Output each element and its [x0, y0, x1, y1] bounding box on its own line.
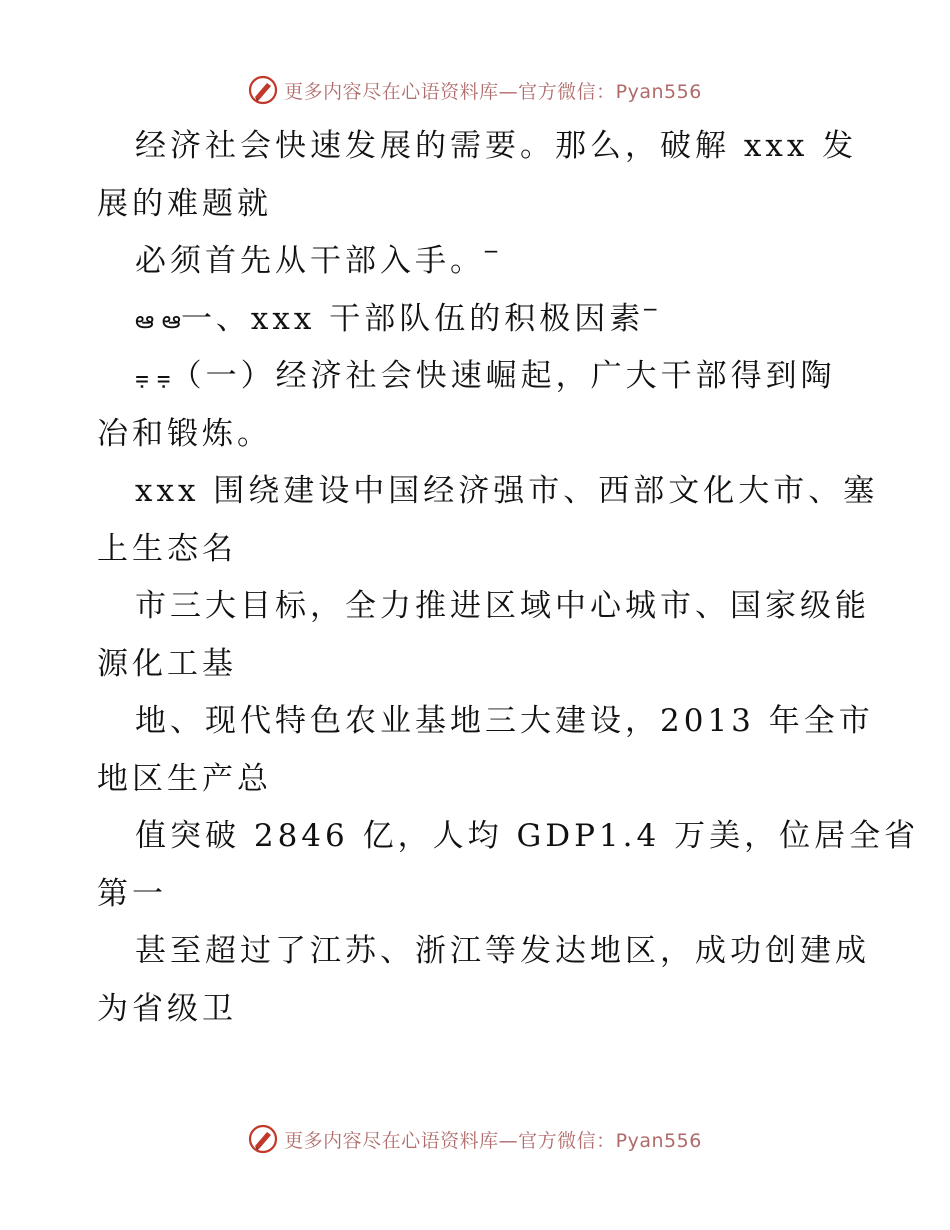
text-line: 第一	[97, 875, 167, 912]
text-line: 展的难题就	[97, 185, 272, 222]
text-line: 地区生产总	[97, 760, 272, 797]
text-line: 源化工基	[97, 645, 237, 682]
text-line: 经济社会快速发展的需要。那么，破解 xxx 发	[135, 128, 858, 164]
text-line: 甚至超过了江苏、浙江等发达地区，成功创建成	[135, 933, 870, 969]
text-line: 为省级卫	[97, 990, 237, 1027]
subsection-heading: ⩦ ⩦（一）经济社会快速崛起，广大干部得到陶	[135, 358, 836, 394]
text-line: xxx 围绕建设中国经济强市、西部文化大市、塞	[135, 473, 879, 509]
footer-banner-text: 更多内容尽在心语资料库—官方微信：Pyan556	[284, 1129, 702, 1152]
footer-banner	[0, 1121, 950, 1157]
overline-mark: ‾	[485, 247, 497, 275]
pen-logo-icon	[248, 75, 278, 105]
header-banner	[0, 72, 950, 108]
text-line: 冶和锻炼。	[97, 415, 272, 452]
ornament-icon: ఆ ఆ	[135, 305, 181, 334]
text-line: 地、现代特色农业基地三大建设，2013 年全市	[135, 703, 874, 739]
header-banner-text: 更多内容尽在心语资料库—官方微信：Pyan556	[284, 80, 702, 103]
text-line: 必须首先从干部入手。‾	[135, 243, 497, 279]
text-line: 上生态名	[97, 530, 237, 567]
text-line: 市三大目标，全力推进区域中心城市、国家级能	[135, 588, 870, 624]
section-heading: ఆ ఆ一、xxx 干部队伍的积极因素‾	[135, 300, 657, 337]
document-body	[97, 118, 920, 1038]
double-dash-icon: ⩦ ⩦	[135, 362, 171, 391]
pen-logo-icon	[248, 1124, 278, 1154]
text-line: 值突破 2846 亿，人均 GDP1.4 万美，位居全省	[135, 818, 920, 854]
overline-mark: ‾	[644, 304, 657, 333]
